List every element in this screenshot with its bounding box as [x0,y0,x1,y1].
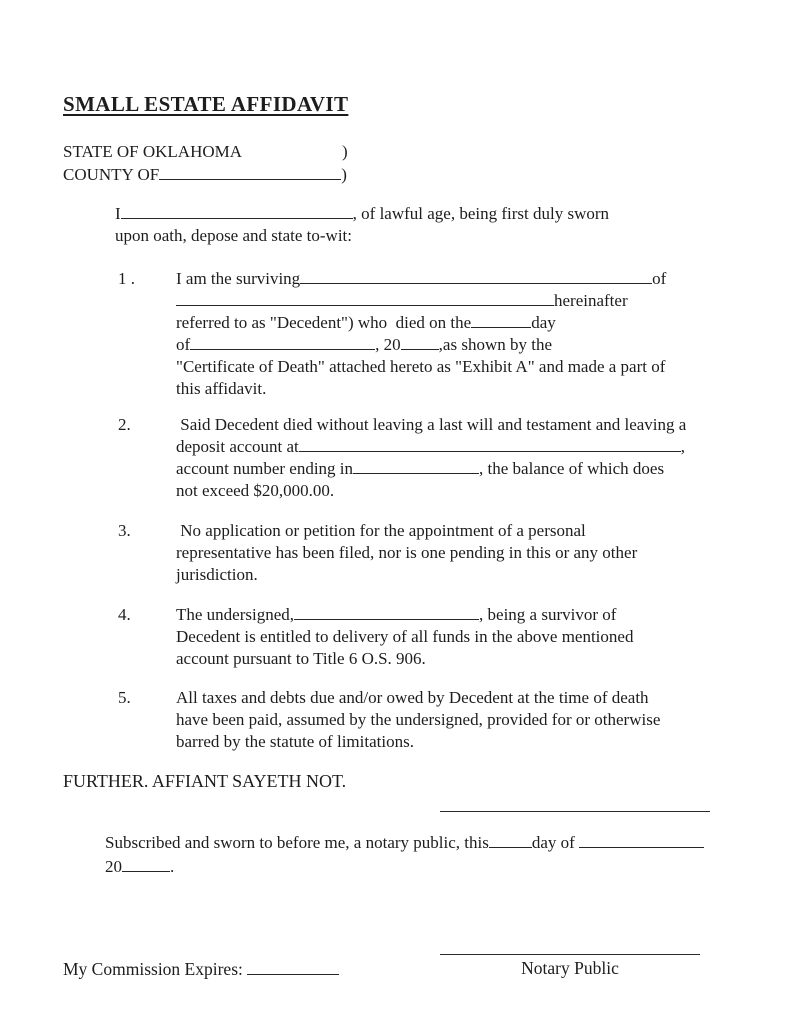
text-segment: have been paid, assumed by the undersigned, provided for or otherwise [176,710,661,729]
text-line [176,687,758,709]
blank-fill-line [579,833,704,848]
item-text [176,268,758,400]
blank-fill-line [401,335,439,350]
text-segment: jurisdiction. [176,565,258,584]
blank-fill-line [247,960,339,975]
text-segment: ,as shown by the [438,335,552,354]
text-line [115,225,609,247]
text-line [63,163,348,186]
text-line [176,378,758,400]
text-segment: Subscribed and sworn to before me, a notary public, this [105,833,489,852]
text-segment: ) [342,142,348,161]
text-line [176,334,758,356]
text-line [176,731,758,753]
text-segment: , 20 [375,335,401,354]
text-line [176,356,758,378]
venue-block [63,140,348,186]
text-segment: deposit account at [176,437,299,456]
text-segment: , being a survivor of [479,605,617,624]
text-segment: account number ending in [176,459,354,478]
text-segment: I am the surviving [176,269,301,288]
blank-fill-line [121,204,353,219]
item-text [176,414,758,502]
text-segment: of [652,269,667,288]
text-segment: account pursuant to Title 6 O.S. 906. [176,649,426,668]
text-segment: day [531,313,556,332]
text-line [105,855,704,879]
notary-signature-line [440,954,700,955]
text-line [63,958,339,980]
text-line [176,290,758,312]
further-affiant-sayeth-not: FURTHER. AFFIANT SAYETH NOT. [63,771,347,791]
text-segment: , [680,437,685,456]
text-line [105,831,704,855]
text-line [115,203,609,225]
text-line [63,140,348,163]
text-segment: Decedent is entitled to delivery of all funds in the above mentioned [176,627,634,646]
spacer [242,156,342,157]
text-segment: day of [531,833,580,852]
notary-acknowledgment-paragraph [105,831,704,879]
text-segment: referred to as "Decedent") who died on the [176,313,472,332]
text-segment: The undersigned, [176,605,295,624]
text-segment: 20 [105,857,122,876]
text-segment: ) [341,165,347,184]
text-line [176,312,758,334]
text-segment: COUNTY OF [63,165,160,184]
text-line [176,648,758,670]
text-segment: upon oath, depose and state to-wit: [115,226,353,245]
text-line [176,268,758,290]
blank-fill-line [299,437,681,452]
blank-fill-line [190,335,375,350]
item-number: 2. [118,415,131,434]
text-segment: hereinafter [554,291,628,310]
numbered-item-3 [118,520,758,586]
text-segment: I [115,204,121,223]
numbered-item-5 [118,687,758,753]
text-line [176,604,758,626]
text-segment: , the balance of which does [479,459,665,478]
blank-fill-line [122,857,170,872]
blank-fill-line [159,165,341,180]
blank-fill-line [489,833,532,848]
text-segment: , of lawful age, being first duly sworn [352,204,610,223]
numbered-item-1 [118,268,758,400]
item-number: 3. [118,521,131,540]
text-line [176,520,758,542]
item-number: 1 . [118,269,135,288]
text-line [176,564,758,586]
blank-fill-line [353,459,479,474]
commission-expires-field [63,958,339,980]
item-number: 5. [118,688,131,707]
text-line [176,414,758,436]
item-text [176,687,758,753]
text-segment: representative has been filed, nor is one pending in this or any other [176,543,638,562]
text-segment: Said Decedent died without leaving a last will and testament and leaving a [176,415,687,434]
text-segment: barred by the statute of limitations. [176,732,414,751]
text-segment: this affidavit. [176,379,267,398]
text-line [176,458,758,480]
affiant-signature-line [440,811,710,812]
text-segment: No application or petition for the appointment of a personal [176,521,586,540]
text-line [176,626,758,648]
blank-fill-line [471,313,531,328]
numbered-item-2 [118,414,758,502]
text-line [176,436,758,458]
document-title: SMALL ESTATE AFFIDAVIT [63,92,349,116]
item-number: 4. [118,605,131,624]
text-segment: All taxes and debts due and/or owed by Decedent at the time of death [176,688,649,707]
notary-public-label: Notary Public [521,958,619,978]
text-segment: not exceed $20,000.00. [176,481,335,500]
blank-fill-line [300,269,652,284]
text-segment: . [170,857,175,876]
text-line [176,709,758,731]
blank-fill-line [294,605,479,620]
affiant-intro-paragraph [115,203,609,247]
text-segment: STATE OF OKLAHOMA [63,142,243,161]
blank-fill-line [176,291,554,306]
text-segment: "Certificate of Death" attached hereto as "Exhibit A" and made a part of [176,357,666,376]
numbered-item-4 [118,604,758,670]
item-text [176,520,758,586]
text-segment: My Commission Expires: [63,959,248,979]
text-line [176,542,758,564]
text-segment: of [176,335,191,354]
item-text [176,604,758,670]
text-line [176,480,758,502]
